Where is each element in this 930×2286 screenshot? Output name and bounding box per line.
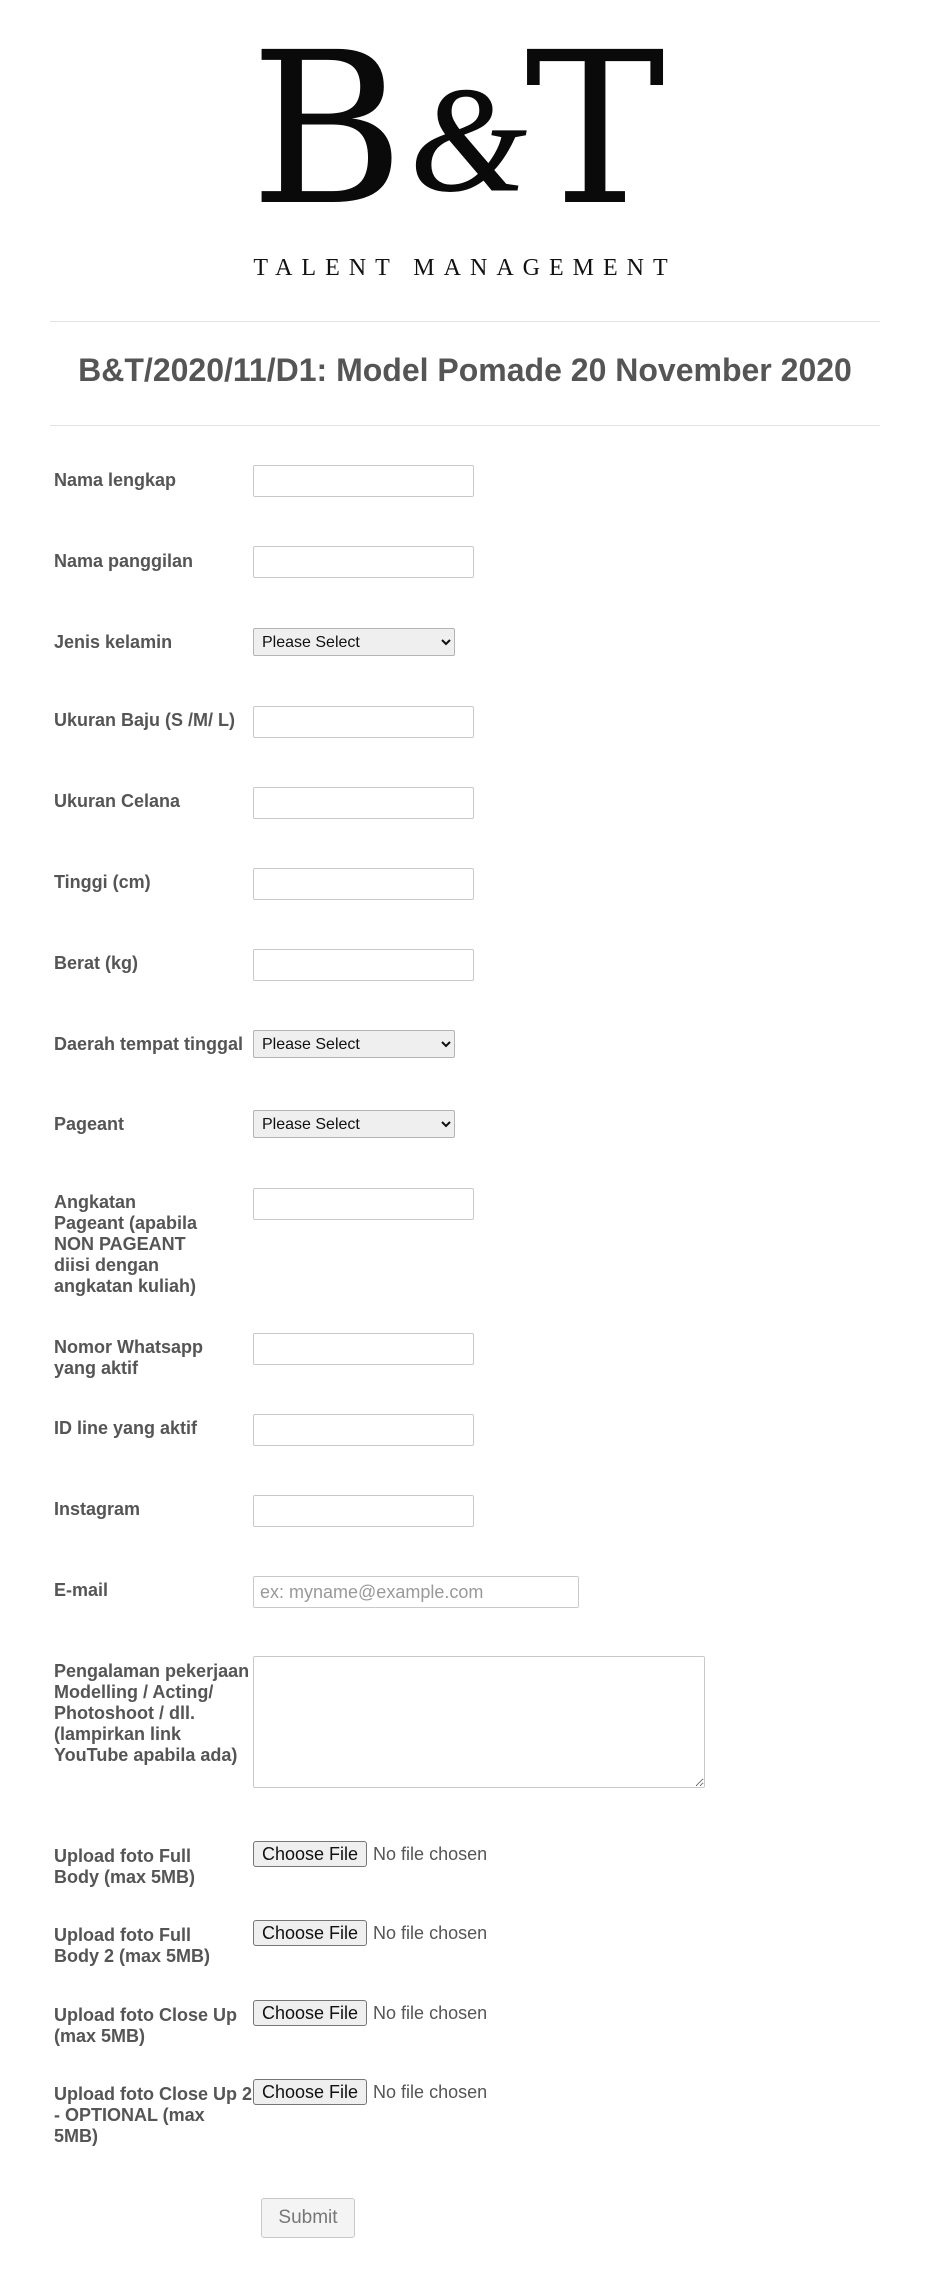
nama-panggilan-input[interactable] [253,546,474,578]
label-tinggi: Tinggi (cm) [54,872,151,892]
divider-bottom [50,425,880,426]
label-nama-lengkap: Nama lengkap [54,470,177,490]
choose-file-button[interactable]: Choose File [253,1920,367,1946]
file-status: No file chosen [373,1843,488,1864]
label-pageant: Pageant [54,1114,125,1134]
ukuran-baju-input[interactable] [253,706,474,738]
logo-ampersand: & [410,57,527,223]
label-berat: Berat (kg) [54,953,139,973]
label-upload-close-up-2: Upload foto Close Up 2 - OPTIONAL (max 5MB) [54,2084,252,2146]
divider-top [50,321,880,322]
label-upload-full-body: Upload foto Full Body (max 5MB) [54,1846,196,1887]
label-line: ID line yang aktif [54,1418,198,1438]
choose-file-button[interactable]: Choose File [253,2079,367,2105]
nama-lengkap-input[interactable] [253,465,474,497]
label-ukuran-baju: Ukuran Baju (S /M/ L) [54,710,236,730]
label-pengalaman: Pengalaman pekerjaan Modelling / Acting/ Photoshoot / dll. (lampirkan link YouTube apabila ada) [54,1661,250,1765]
label-email: E-mail [54,1580,109,1600]
daerah-select[interactable] [253,1030,455,1058]
choose-file-button[interactable]: Choose File [253,1841,367,1867]
logo-letter-t: T [525,7,666,252]
label-upload-close-up: Upload foto Close Up (max 5MB) [54,2005,237,2046]
upload-close-up-field [253,1999,487,2027]
jenis-kelamin-select[interactable] [253,628,455,656]
label-ukuran-celana: Ukuran Celana [54,791,181,811]
file-status: No file chosen [373,2002,488,2023]
upload-close-up-2-field [253,2078,487,2106]
label-jenis-kelamin: Jenis kelamin [54,632,173,652]
logo-mark [250,7,680,252]
choose-file-button[interactable]: Choose File [253,2000,367,2026]
email-field[interactable] [253,1576,579,1608]
label-upload-full-body-2: Upload foto Full Body 2 (max 5MB) [54,1925,211,1966]
label-daerah: Daerah tempat tinggal [54,1034,244,1054]
whatsapp-input[interactable] [253,1333,474,1365]
label-nama-panggilan: Nama panggilan [54,551,194,571]
upload-full-body-2-field [253,1919,487,1947]
pageant-select[interactable] [253,1110,455,1138]
tinggi-input[interactable] [253,868,474,900]
label-whatsapp: Nomor Whatsapp yang aktif [54,1337,204,1378]
label-instagram: Instagram [54,1499,141,1519]
angkatan-input[interactable] [253,1188,474,1220]
line-input[interactable] [253,1414,474,1446]
file-status: No file chosen [373,2081,488,2102]
logo-letter-b: B [250,7,405,252]
logo-subtitle: TALENT MANAGEMENT [253,255,677,281]
instagram-input[interactable] [253,1495,474,1527]
pengalaman-textarea[interactable] [253,1656,705,1788]
berat-input[interactable] [253,949,474,981]
upload-full-body-field [253,1840,487,1868]
file-status: No file chosen [373,1922,488,1943]
brand-logo [0,7,930,295]
label-angkatan: Angkatan Pageant (apabila NON PAGEANT diisi dengan angkatan kuliah) [54,1192,198,1296]
ukuran-celana-input[interactable] [253,787,474,819]
form-title: B&T/2020/11/D1: Model Pomade 20 November 2020 [78,352,852,388]
submit-button[interactable]: Submit [261,2198,355,2238]
